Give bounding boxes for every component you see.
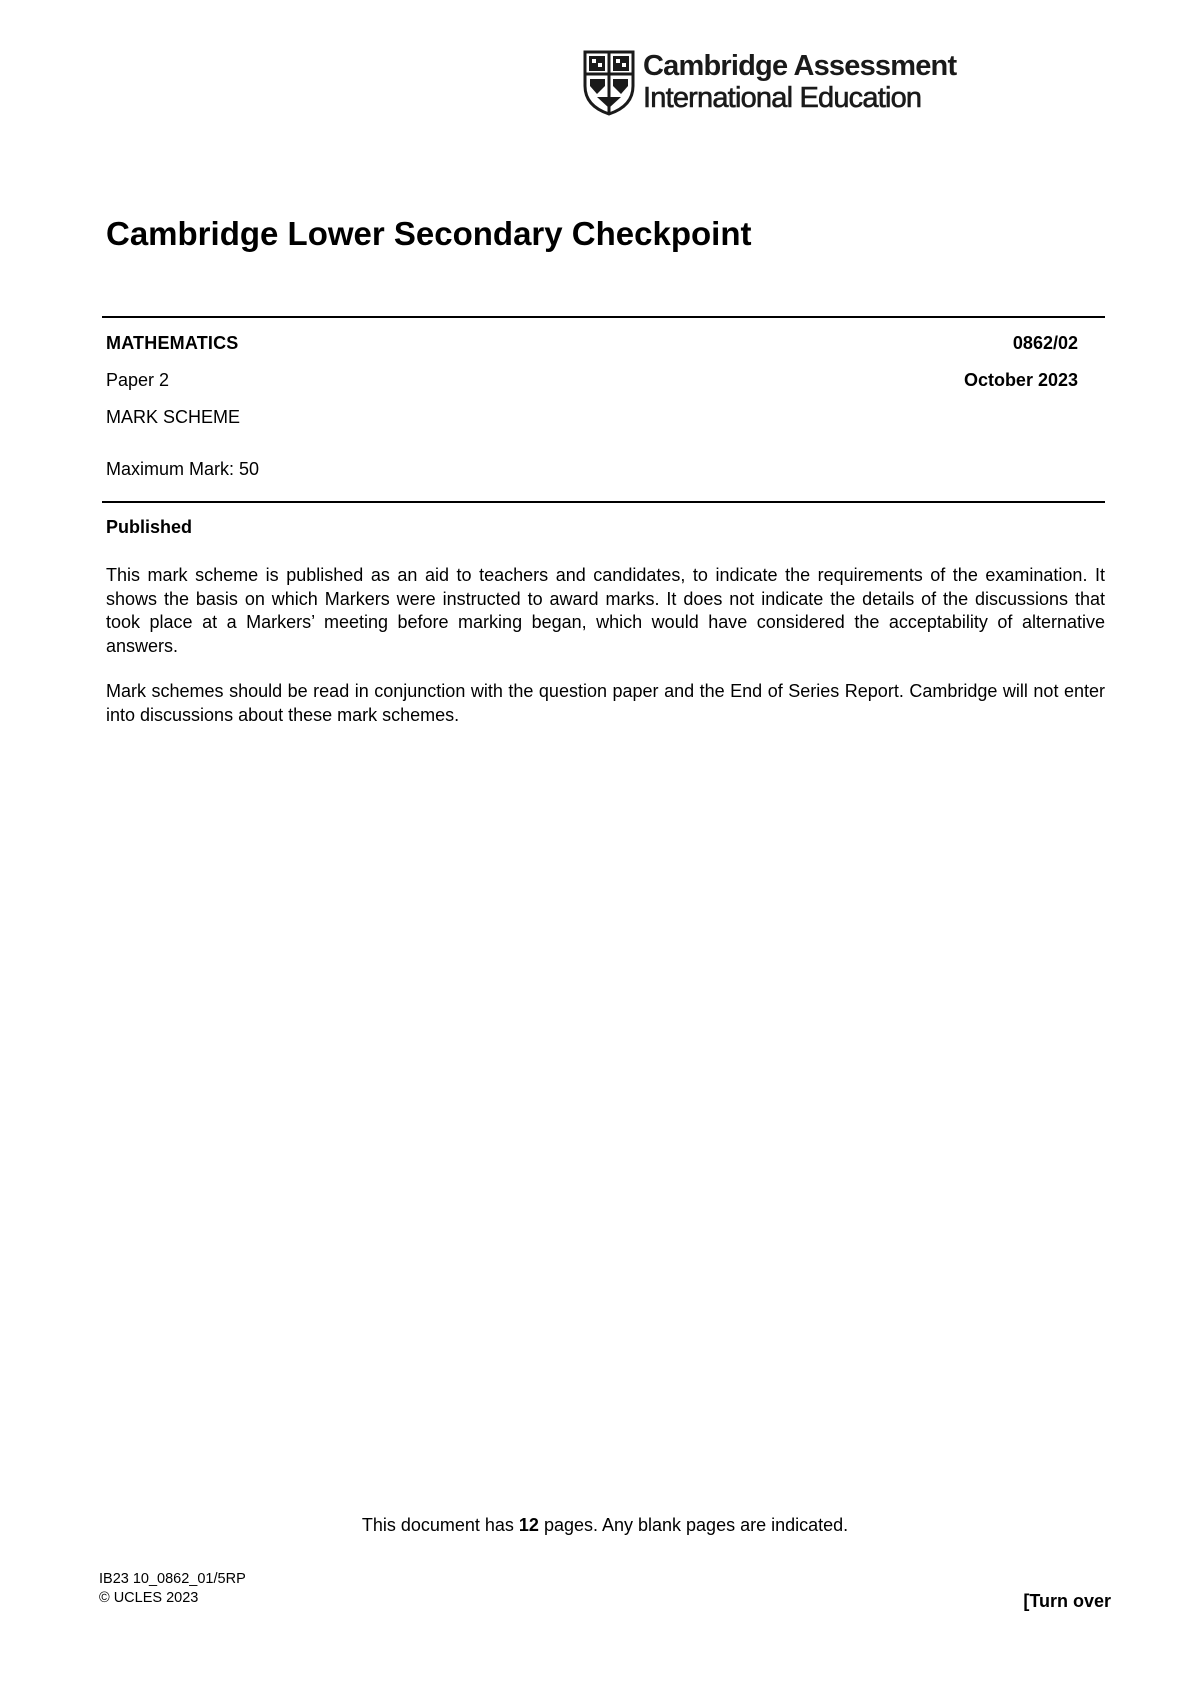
exam-date: October 2023 — [963, 370, 1078, 390]
intro-paragraph-2: Mark schemes should be read in conjunction with the question paper and the End of Series Report. Cambridge will not enter into discussions about these mark schemes. — [106, 681, 1105, 725]
top-divider — [102, 316, 1105, 318]
document-type-label: MARK SCHEME — [106, 407, 241, 427]
bottom-divider — [102, 501, 1105, 503]
logo-line-2: International Education — [643, 82, 922, 114]
paper-label: Paper 2 — [106, 370, 170, 390]
header-left — [106, 332, 259, 480]
intro-paragraph-1: This mark scheme is published as an aid to teachers and candidates, to indicate the requirements of the examination. It shows the basis on which Markers were instructed to award marks. It does not indicate the details of the discussions that took place at a Markers’ meeting before marking began, which would have considered the acceptability of alternative answers. — [106, 565, 1105, 656]
header-right — [964, 332, 1078, 391]
turn-over-label: [Turn over — [1023, 1591, 1111, 1611]
page-count-suffix: pages. Any blank pages are indicated. — [538, 1515, 849, 1535]
page-count-note — [0, 1514, 1200, 1536]
logo-line-1: Cambridge Assessment — [643, 50, 957, 82]
reference-code: IB23 10_0862_01/5RP — [99, 1571, 246, 1587]
copyright-notice: © UCLES 2023 — [99, 1590, 199, 1606]
subject-label: MATHEMATICS — [106, 333, 239, 353]
page-count-prefix: This document has — [361, 1515, 519, 1535]
published-heading: Published — [106, 517, 193, 537]
page-title: Cambridge Lower Secondary Checkpoint — [106, 215, 752, 252]
cambridge-crest-icon — [583, 50, 635, 116]
cambridge-logo — [583, 50, 956, 116]
page-count-number: 12 — [518, 1515, 539, 1535]
footer-codes — [99, 1570, 246, 1608]
max-mark-label: Maximum Mark: 50 — [106, 459, 260, 479]
syllabus-code: 0862/02 — [1012, 333, 1078, 353]
